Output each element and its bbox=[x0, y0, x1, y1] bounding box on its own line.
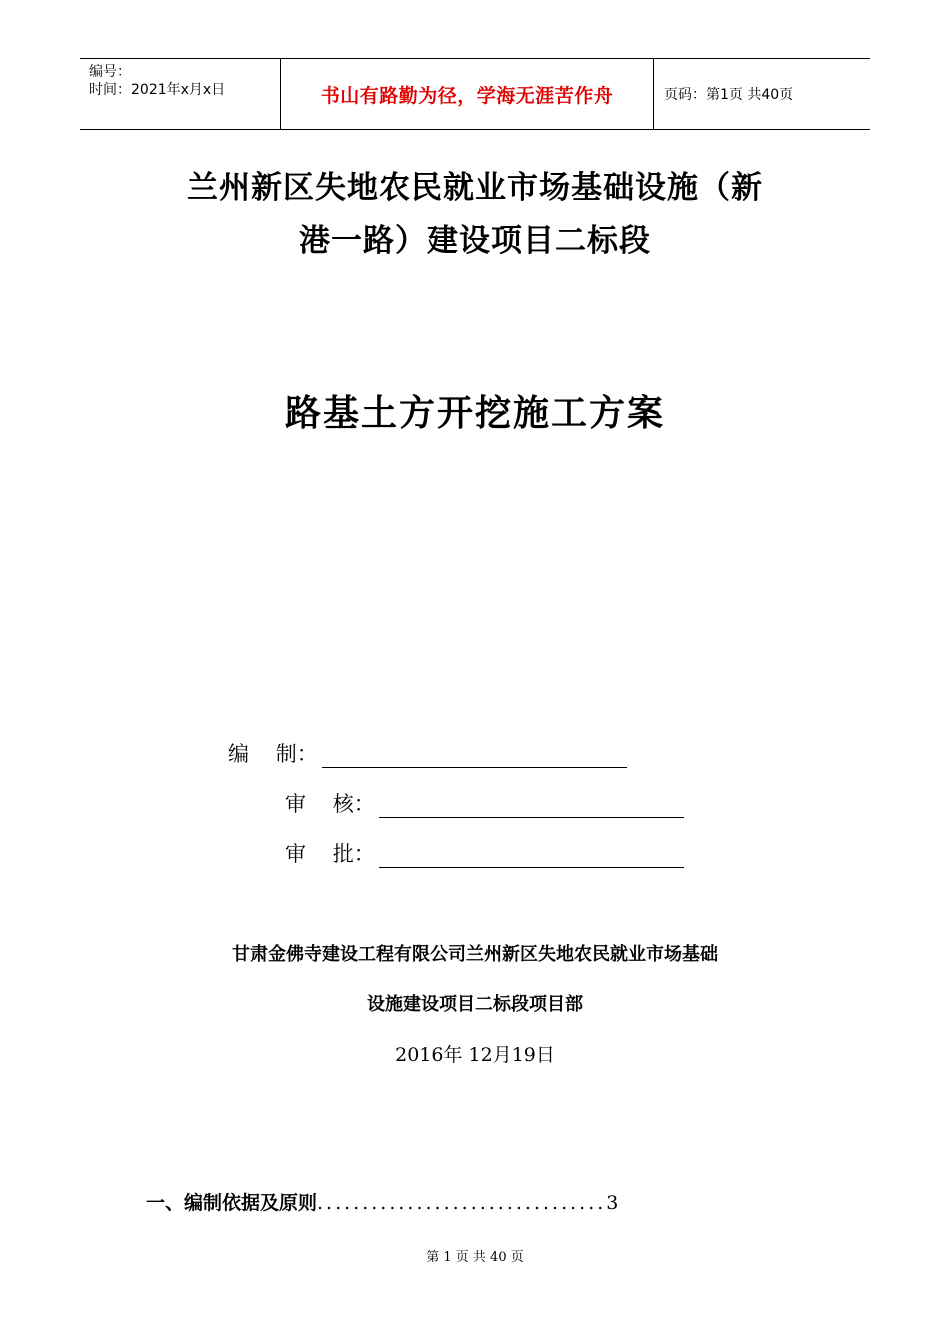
toc-leader-dots: ................................ bbox=[317, 1192, 607, 1214]
project-title-line1: 兰州新区失地农民就业市场基础设施（新 bbox=[187, 170, 763, 206]
signature-line-review[interactable] bbox=[379, 793, 684, 818]
organization-line1: 甘肃金佛寺建设工程有限公司兰州新区失地农民就业市场基础 bbox=[232, 944, 718, 965]
document-time-label: 时间：2021年x月x日 bbox=[89, 82, 226, 98]
signature-row-compile bbox=[228, 738, 627, 768]
document-title: 路基土方开挖施工方案 bbox=[284, 393, 665, 434]
document-number-label: 编号： bbox=[89, 64, 131, 80]
header-page-info: 页码：第1页 共40页 bbox=[664, 87, 794, 103]
toc-entry-title: 一、编制依据及原则 bbox=[146, 1192, 318, 1214]
signature-line-approve[interactable] bbox=[379, 843, 684, 868]
signature-row-approve bbox=[285, 838, 684, 868]
header-meta bbox=[80, 59, 281, 129]
toc-entry[interactable] bbox=[146, 1188, 618, 1215]
header-table bbox=[80, 58, 870, 130]
header-motto: 书山有路勤为径，学海无涯苦作舟 bbox=[281, 59, 654, 129]
signature-label-approve: 审 批： bbox=[285, 842, 375, 866]
signature-label-compile: 编 制： bbox=[228, 742, 318, 766]
document-date: 2016年 12月19日 bbox=[395, 1044, 555, 1066]
signature-row-review bbox=[285, 788, 684, 818]
signature-label-review: 审 核： bbox=[285, 792, 375, 816]
page-footer: 第 1 页 共 40 页 bbox=[426, 1250, 524, 1265]
signature-line-compile[interactable] bbox=[322, 743, 627, 768]
organization-line2: 设施建设项目二标段项目部 bbox=[367, 994, 583, 1015]
toc-page-number: 3 bbox=[606, 1192, 619, 1214]
project-title-line2: 港一路）建设项目二标段 bbox=[299, 223, 651, 259]
